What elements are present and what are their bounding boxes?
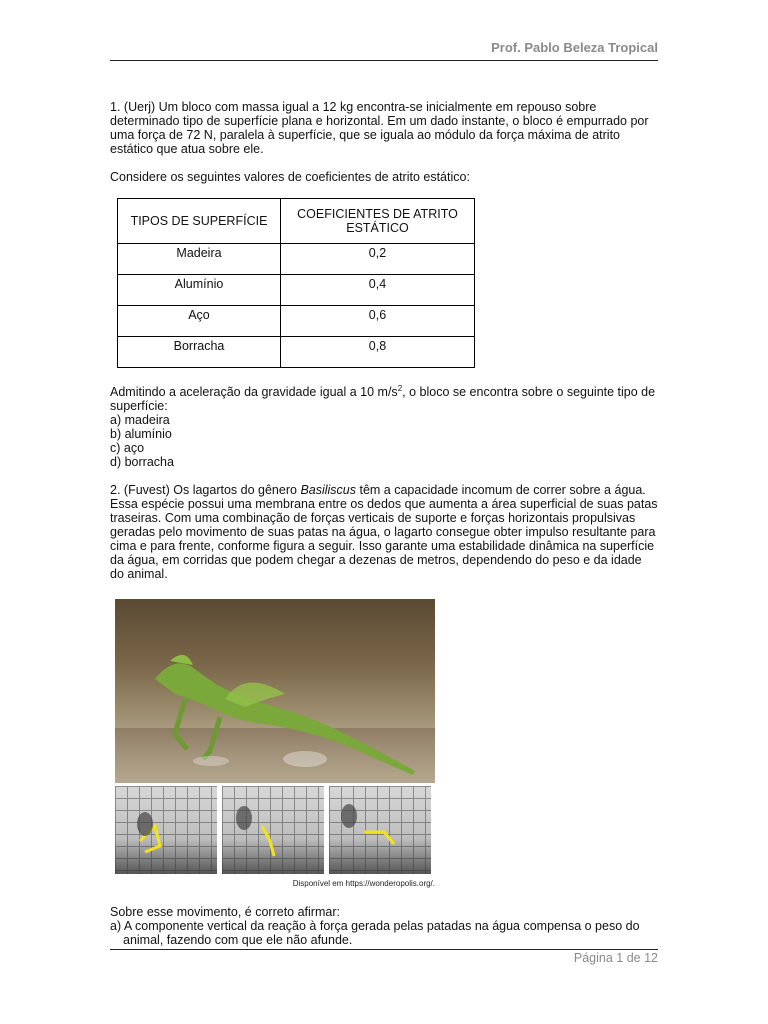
header-rule	[110, 60, 658, 61]
q2-text: Os lagartos do gênero	[173, 483, 297, 498]
lizard-illustration	[115, 599, 435, 783]
table-header: TIPOS DE SUPERFÍCIE	[118, 199, 281, 244]
sequence-frames	[115, 786, 435, 874]
lizard-photo	[115, 599, 435, 783]
table-cell: 0,2	[281, 244, 475, 275]
q1-text: Um bloco com massa igual a 12 kg encontra-se inicialmente em repouso sobre determinado tipo de superfície plana e horizontal. Em um dado instante, o bloco é empurrado por uma força de 72 N, paralela à superfície, que se iguala ao módulo da força máxima de atrito estático que atua sobre ele.	[110, 100, 649, 156]
q1-option: a) madeira	[110, 413, 170, 428]
question-2	[110, 483, 658, 581]
table-cell: 0,6	[281, 306, 475, 337]
sequence-frame	[222, 786, 324, 874]
table-cell: Alumínio	[118, 275, 281, 306]
q2-source: (Fuvest)	[123, 483, 170, 498]
page-header: Prof. Pablo Beleza Tropical	[491, 40, 658, 55]
q2-genus: Basiliscus	[300, 483, 357, 498]
q2-prompt: Sobre esse movimento, é correto afirmar:	[110, 905, 340, 920]
q1-option: b) alumínio	[110, 427, 172, 442]
sequence-frame	[329, 786, 431, 874]
table-row	[118, 275, 475, 306]
q1-number: 1.	[110, 100, 121, 114]
footer-rule	[110, 949, 658, 950]
friction-table	[117, 198, 475, 368]
table-cell: Borracha	[118, 337, 281, 368]
q2-text-cont: têm a capacidade incomum de correr sobre a água. Essa espécie possui uma membrana entre os dedos que aumenta a área superficial de suas patas traseiras. Com uma combinação de forças verticais de suporte e forças horizontais propulsivas geradas pelo movimento de suas patas na água, o lagarto consegue obter impulso resultante para cima e para frente, conforme figura a seguir. Isso garante uma estabilidade dinâmica na superfície da água, em corridas que podem chegar a dezenas de metros, dependendo do peso e da idade do animal.	[110, 483, 658, 582]
table-row	[118, 306, 475, 337]
q1-question	[110, 382, 658, 413]
q1-option: d) borracha	[110, 455, 174, 470]
page-number: Página 1 de 12	[573, 951, 658, 965]
q1-question-text: Admitindo a aceleração da gravidade igual a 10 m/s	[110, 385, 398, 400]
q1-source: (Uerj)	[123, 100, 156, 114]
table-header-row	[118, 199, 475, 244]
table-row	[118, 337, 475, 368]
table-cell: 0,8	[281, 337, 475, 368]
question-1	[110, 100, 658, 156]
table-cell: Madeira	[118, 244, 281, 275]
q2-option: a) A componente vertical da reação à força gerada pelas patadas na água compensa o peso do animal, fazendo com que ele não afunde.	[110, 919, 640, 948]
table-header: COEFICIENTES DE ATRITO ESTÁTICO	[281, 199, 475, 244]
document-body	[110, 100, 658, 947]
q1-options	[110, 413, 658, 469]
table-cell: Aço	[118, 306, 281, 337]
q1-option: c) aço	[110, 441, 145, 456]
q1-intro: Considere os seguintes valores de coeficientes de atrito estático:	[110, 170, 470, 184]
q1-question-tail: , o bloco se encontra sobre o seguinte tipo de superfície:	[110, 385, 656, 414]
table-cell: 0,4	[281, 275, 475, 306]
q2-number: 2.	[110, 483, 121, 498]
sequence-frame	[115, 786, 217, 874]
lizard-figure	[115, 599, 435, 891]
q1-question-sup: 2	[397, 384, 403, 393]
figure-caption: Disponível em https://wonderopolis.org/.	[292, 879, 435, 889]
table-row	[118, 244, 475, 275]
